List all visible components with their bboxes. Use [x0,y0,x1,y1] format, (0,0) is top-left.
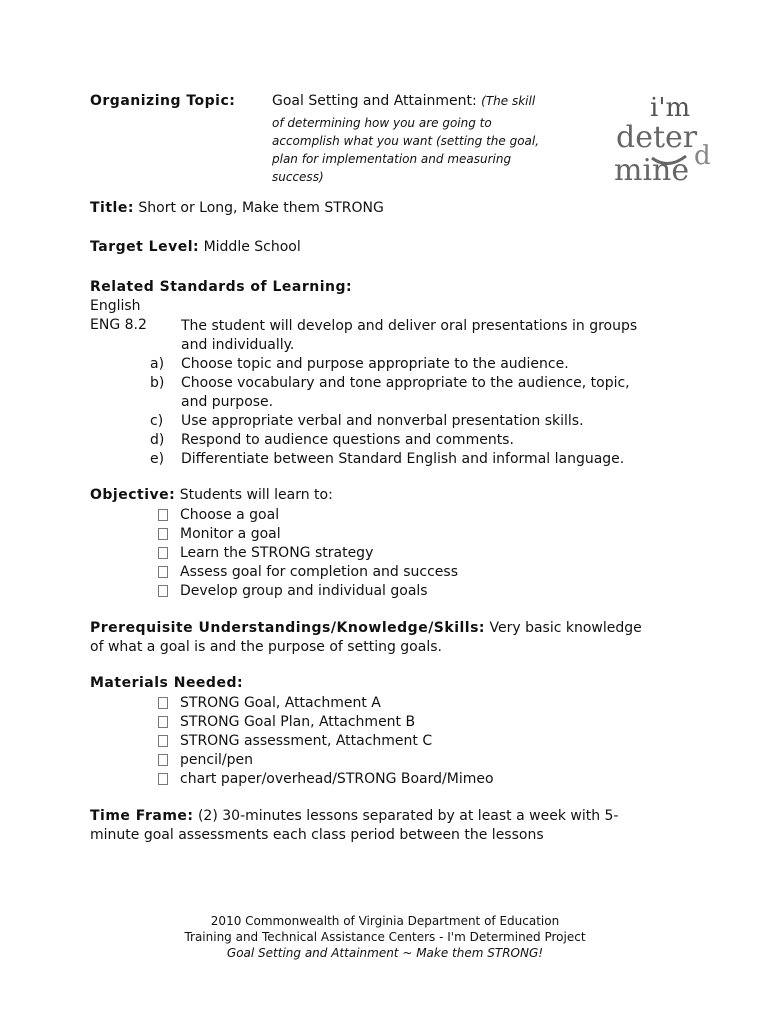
list-text: Choose vocabulary and tone appropriate to the audience, topic, [181,375,630,391]
materials-item [158,713,494,732]
list-letter: c) [150,413,164,429]
organizing-topic-paren: (The skill [481,94,536,108]
bullet-box-icon [158,697,168,709]
bullet-box-icon [158,773,168,785]
objective-row [90,487,333,503]
title-label: Title: [90,200,134,216]
materials-list [158,694,494,789]
objective-label: Objective: [90,487,176,503]
objective-item-text: Assess goal for completion and success [180,564,458,580]
list-letter: b) [150,375,165,391]
standards-list-item [150,412,630,431]
list-letter: a) [150,356,165,372]
standards-subject: English [90,298,141,314]
bullet-box-icon [158,585,168,597]
timeframe-label: Time Frame: [90,808,194,824]
objective-item [158,506,458,525]
list-letter: e) [150,451,165,467]
organizing-topic [272,93,535,109]
list-letter: d) [150,432,165,448]
title-value: Short or Long, Make them STRONG [138,200,384,216]
organizing-desc-line: of determining how you are going to [272,116,492,130]
materials-item-text: pencil/pen [180,752,253,768]
timeframe-text: (2) 30-minutes lessons separated by at least a week with 5- [197,808,619,824]
list-text-continuation: and purpose. [181,394,274,410]
standard-text [181,317,637,355]
target-level-label: Target Level: [90,239,200,255]
prerequisite-section [90,619,690,657]
bullet-box-icon [158,716,168,728]
standards-heading: Related Standards of Learning: [90,279,353,295]
logo-text-line4: d [694,141,711,171]
standards-list-item [150,431,630,450]
footer-line: 2010 Commonwealth of Virginia Department of Education [210,914,560,928]
organizing-desc-line: accomplish what you want (setting the goal, [272,134,540,148]
standards-list-item [150,450,630,469]
organizing-desc-line: plan for implementation and measuring [272,152,512,166]
page-footer [0,913,770,961]
materials-item [158,751,494,770]
logo-text-line2: deter [616,120,698,155]
objective-item [158,544,458,563]
materials-heading: Materials Needed: [90,675,244,691]
standards-list-item [150,374,630,393]
timeframe-section [90,807,690,845]
footer-line: Goal Setting and Attainment ~ Make them STRONG! [226,946,544,960]
prerequisite-line [90,619,690,638]
standards-list-item [150,355,630,374]
footer-line: Training and Technical Assistance Centers - I'm Determined Project [184,930,586,944]
objective-intro: Students will learn to: [179,487,333,503]
timeframe-line [90,807,690,826]
title-row [90,200,384,216]
organizing-desc-line: success) [272,170,324,184]
organizing-topic-description [272,114,592,186]
list-text: Differentiate between Standard English and informal language. [181,451,625,467]
organizing-topic-main: Goal Setting and Attainment: [272,93,482,109]
timeframe-line: minute goal assessments each class period between the lessons [90,827,544,843]
objective-item [158,563,458,582]
list-text: Use appropriate verbal and nonverbal presentation skills. [181,413,584,429]
list-text: Choose topic and purpose appropriate to the audience. [181,356,569,372]
materials-item [158,770,494,789]
objective-item [158,582,458,601]
bullet-box-icon [158,735,168,747]
list-text: Respond to audience questions and comments. [181,432,514,448]
im-determined-logo [606,92,718,190]
materials-item [158,694,494,713]
standard-text-line: and individually. [181,337,295,353]
prerequisite-text: Very basic knowledge [489,620,642,636]
objective-list [158,506,458,601]
prerequisite-label: Prerequisite Understandings/Knowledge/Skills: [90,620,486,636]
logo-text-line1: i'm [650,93,691,123]
bullet-box-icon [158,754,168,766]
bullet-box-icon [158,547,168,559]
target-level-value: Middle School [203,239,301,255]
standard-text-line: The student will develop and deliver oral presentations in groups [181,318,638,334]
materials-item-text: STRONG Goal Plan, Attachment B [180,714,416,730]
bullet-box-icon [158,509,168,521]
materials-item [158,732,494,751]
materials-item-text: chart paper/overhead/STRONG Board/Mimeo [180,771,494,787]
objective-item-text: Learn the STRONG strategy [180,545,374,561]
standard-code: ENG 8.2 [90,317,147,333]
objective-item [158,525,458,544]
organizing-topic-label: Organizing Topic: [90,93,236,109]
objective-item-text: Develop group and individual goals [180,583,428,599]
materials-item-text: STRONG Goal, Attachment A [180,695,381,711]
objective-item-text: Monitor a goal [180,526,281,542]
bullet-box-icon [158,528,168,540]
logo-text-line3: mine [614,153,690,188]
bullet-box-icon [158,566,168,578]
materials-item-text: STRONG assessment, Attachment C [180,733,433,749]
objective-item-text: Choose a goal [180,507,280,523]
standards-list [150,355,630,469]
prerequisite-line: of what a goal is and the purpose of setting goals. [90,639,442,655]
target-level-row [90,239,301,255]
